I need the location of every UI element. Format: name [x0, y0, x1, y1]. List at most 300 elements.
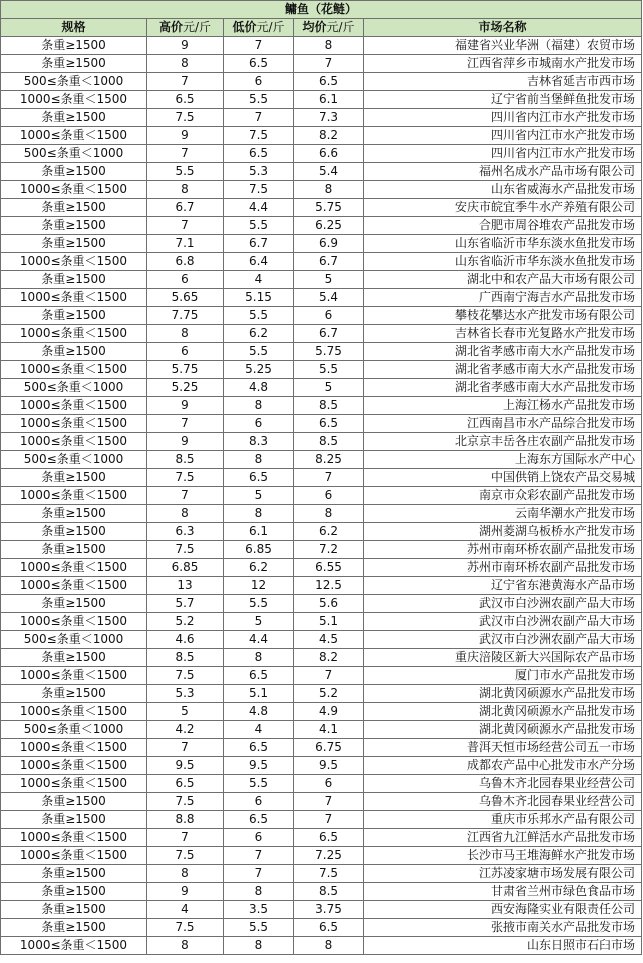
table-row	[1, 685, 642, 703]
table-row	[1, 487, 642, 505]
table-row	[1, 361, 642, 379]
cell-market: 武汉市白沙洲农副产品大市场	[364, 631, 642, 649]
cell-high: 6.5	[147, 91, 224, 109]
cell-spec: 条重≥1500	[1, 469, 147, 487]
cell-market: 武汉市白沙洲农副产品大市场	[364, 595, 642, 613]
table-row	[1, 145, 642, 163]
header-low	[224, 19, 294, 37]
header-high-label: 高价	[158, 20, 183, 34]
cell-low: 5	[224, 613, 294, 631]
cell-spec: 1000≤条重＜1500	[1, 757, 147, 775]
cell-low: 5.5	[224, 91, 294, 109]
cell-spec: 条重≥1500	[1, 793, 147, 811]
cell-market: 乌鲁木齐北园春果业经营公司	[364, 775, 642, 793]
cell-market: 上海东方国际水产中心	[364, 451, 642, 469]
table-row	[1, 865, 642, 883]
cell-high: 6.5	[147, 775, 224, 793]
cell-market: 长沙市马王堆海鲜水产批发市场	[364, 847, 642, 865]
cell-low: 8	[224, 937, 294, 955]
header-avg-label: 均价	[302, 20, 327, 34]
cell-high: 6.8	[147, 253, 224, 271]
table-row	[1, 325, 642, 343]
cell-high: 5.65	[147, 289, 224, 307]
table-row	[1, 793, 642, 811]
cell-spec: 1000≤条重＜1500	[1, 127, 147, 145]
cell-low: 6.7	[224, 235, 294, 253]
cell-spec: 1000≤条重＜1500	[1, 325, 147, 343]
cell-market: 西安海隆实业有限责任公司	[364, 901, 642, 919]
table-row	[1, 883, 642, 901]
table-row	[1, 199, 642, 217]
cell-low: 8	[224, 397, 294, 415]
cell-spec: 条重≥1500	[1, 883, 147, 901]
cell-high: 4	[147, 901, 224, 919]
cell-low: 7	[224, 37, 294, 55]
cell-avg: 7	[294, 55, 364, 73]
cell-market: 江苏凌家塘市场发展有限公司	[364, 865, 642, 883]
cell-low: 5	[224, 487, 294, 505]
table-row	[1, 253, 642, 271]
cell-avg: 7	[294, 793, 364, 811]
cell-avg: 8	[294, 181, 364, 199]
cell-high: 13	[147, 577, 224, 595]
cell-low: 7	[224, 109, 294, 127]
cell-market: 湖北省孝感市南大水产品批发市场	[364, 361, 642, 379]
cell-market: 合肥市周谷堆农产品批发市场	[364, 217, 642, 235]
header-high-unit: 元/斤	[182, 20, 212, 34]
table-row	[1, 307, 642, 325]
cell-avg: 7.2	[294, 541, 364, 559]
cell-market: 四川省内江市水产批发市场	[364, 127, 642, 145]
table-row	[1, 541, 642, 559]
cell-avg: 8	[294, 937, 364, 955]
cell-spec: 1000≤条重＜1500	[1, 487, 147, 505]
cell-avg: 8.5	[294, 397, 364, 415]
cell-market: 辽宁省东港黄海水产品市场	[364, 577, 642, 595]
cell-spec: 500≤条重＜1000	[1, 721, 147, 739]
table-row	[1, 235, 642, 253]
cell-spec: 条重≥1500	[1, 343, 147, 361]
cell-spec: 500≤条重＜1000	[1, 631, 147, 649]
cell-high: 9	[147, 37, 224, 55]
cell-market: 厦门市水产品批发市场	[364, 667, 642, 685]
cell-spec: 1000≤条重＜1500	[1, 937, 147, 955]
cell-avg: 6.9	[294, 235, 364, 253]
cell-high: 5.75	[147, 361, 224, 379]
table-row	[1, 595, 642, 613]
cell-low: 5.5	[224, 595, 294, 613]
table-row	[1, 289, 642, 307]
cell-spec: 1000≤条重＜1500	[1, 289, 147, 307]
cell-low: 6.5	[224, 145, 294, 163]
table-row	[1, 847, 642, 865]
cell-market: 云南华潮水产批发市场	[364, 505, 642, 523]
cell-market: 四川省内江市水产批发市场	[364, 145, 642, 163]
cell-high: 6.3	[147, 523, 224, 541]
cell-high: 8.5	[147, 451, 224, 469]
header-low-label: 低价	[232, 20, 257, 34]
cell-low: 6.5	[224, 739, 294, 757]
cell-high: 7	[147, 73, 224, 91]
cell-low: 4.4	[224, 631, 294, 649]
cell-high: 7.5	[147, 847, 224, 865]
cell-avg: 7.5	[294, 865, 364, 883]
table-row	[1, 667, 642, 685]
cell-market: 湖北黄冈硕源水产品批发市场	[364, 721, 642, 739]
table-row	[1, 901, 642, 919]
cell-avg: 5.4	[294, 163, 364, 181]
cell-spec: 条重≥1500	[1, 523, 147, 541]
cell-high: 8.5	[147, 649, 224, 667]
cell-spec: 条重≥1500	[1, 505, 147, 523]
cell-market: 湖北省孝感市南大水产品批发市场	[364, 343, 642, 361]
cell-low: 5.5	[224, 307, 294, 325]
cell-high: 7	[147, 487, 224, 505]
cell-market: 重庆市乐邦水产品有限公司	[364, 811, 642, 829]
cell-spec: 1000≤条重＜1500	[1, 361, 147, 379]
cell-low: 8	[224, 883, 294, 901]
cell-low: 8	[224, 505, 294, 523]
cell-market: 吉林省延吉市西市场	[364, 73, 642, 91]
cell-avg: 9.5	[294, 757, 364, 775]
cell-avg: 6.5	[294, 73, 364, 91]
cell-high: 7.75	[147, 307, 224, 325]
cell-market: 苏州市南环桥农副产品批发市场	[364, 559, 642, 577]
cell-high: 7.5	[147, 793, 224, 811]
table-row	[1, 469, 642, 487]
cell-avg: 6.55	[294, 559, 364, 577]
cell-avg: 6.6	[294, 145, 364, 163]
cell-low: 6	[224, 415, 294, 433]
table-row	[1, 55, 642, 73]
table-row	[1, 397, 642, 415]
cell-spec: 1000≤条重＜1500	[1, 847, 147, 865]
cell-avg: 6.5	[294, 919, 364, 937]
table-row	[1, 271, 642, 289]
cell-spec: 条重≥1500	[1, 37, 147, 55]
cell-low: 6.85	[224, 541, 294, 559]
cell-low: 4.4	[224, 199, 294, 217]
cell-market: 四川省内江市水产批发市场	[364, 109, 642, 127]
cell-market: 江西省九江鲜活水产品批发市场	[364, 829, 642, 847]
cell-avg: 5.2	[294, 685, 364, 703]
cell-avg: 5.6	[294, 595, 364, 613]
cell-avg: 4.9	[294, 703, 364, 721]
cell-high: 8	[147, 325, 224, 343]
cell-spec: 条重≥1500	[1, 109, 147, 127]
cell-high: 5.2	[147, 613, 224, 631]
cell-avg: 5.1	[294, 613, 364, 631]
cell-avg: 6.1	[294, 91, 364, 109]
header-high	[147, 19, 224, 37]
cell-avg: 3.75	[294, 901, 364, 919]
cell-spec: 1000≤条重＜1500	[1, 829, 147, 847]
cell-market: 攀枝花攀达水产批发市场有限公司	[364, 307, 642, 325]
cell-avg: 8.2	[294, 649, 364, 667]
cell-low: 5.5	[224, 217, 294, 235]
cell-avg: 6.5	[294, 829, 364, 847]
cell-low: 4.8	[224, 703, 294, 721]
cell-spec: 500≤条重＜1000	[1, 73, 147, 91]
cell-low: 6.5	[224, 667, 294, 685]
cell-avg: 4.5	[294, 631, 364, 649]
cell-low: 12	[224, 577, 294, 595]
table-row	[1, 37, 642, 55]
cell-low: 7	[224, 847, 294, 865]
cell-low: 8	[224, 649, 294, 667]
cell-avg: 8.5	[294, 883, 364, 901]
cell-low: 9.5	[224, 757, 294, 775]
cell-market: 吉林省长春市光复路水产批发市场	[364, 325, 642, 343]
cell-high: 7	[147, 217, 224, 235]
table-row	[1, 811, 642, 829]
cell-spec: 条重≥1500	[1, 901, 147, 919]
cell-high: 5.5	[147, 163, 224, 181]
cell-spec: 1000≤条重＜1500	[1, 775, 147, 793]
cell-spec: 500≤条重＜1000	[1, 145, 147, 163]
cell-spec: 条重≥1500	[1, 595, 147, 613]
table-row	[1, 703, 642, 721]
cell-market: 普洱天恒市场经营公司五一市场	[364, 739, 642, 757]
cell-market: 甘肃省兰州市绿色食品市场	[364, 883, 642, 901]
cell-market: 成都农产品中心批发市水产分场	[364, 757, 642, 775]
cell-high: 4.6	[147, 631, 224, 649]
cell-avg: 6.75	[294, 739, 364, 757]
cell-market: 南京市众彩农副产品批发市场	[364, 487, 642, 505]
cell-low: 5.15	[224, 289, 294, 307]
cell-spec: 条重≥1500	[1, 811, 147, 829]
table-row	[1, 919, 642, 937]
table-row	[1, 91, 642, 109]
header-market: 市场名称	[364, 19, 642, 37]
cell-high: 5	[147, 703, 224, 721]
table-row	[1, 433, 642, 451]
cell-avg: 6.7	[294, 325, 364, 343]
cell-spec: 1000≤条重＜1500	[1, 91, 147, 109]
cell-low: 5.1	[224, 685, 294, 703]
cell-avg: 5.75	[294, 199, 364, 217]
cell-market: 湖州菱湖乌板桥水产批发市场	[364, 523, 642, 541]
cell-high: 8	[147, 55, 224, 73]
cell-low: 7	[224, 865, 294, 883]
cell-spec: 条重≥1500	[1, 163, 147, 181]
cell-avg: 6	[294, 775, 364, 793]
cell-spec: 条重≥1500	[1, 271, 147, 289]
cell-high: 7.5	[147, 469, 224, 487]
cell-market: 福州名成水产品市场有限公司	[364, 163, 642, 181]
table-row	[1, 829, 642, 847]
cell-spec: 条重≥1500	[1, 541, 147, 559]
cell-spec: 条重≥1500	[1, 199, 147, 217]
table-row	[1, 739, 642, 757]
cell-avg: 6.2	[294, 523, 364, 541]
cell-spec: 1000≤条重＜1500	[1, 559, 147, 577]
cell-low: 6	[224, 793, 294, 811]
cell-avg: 5.5	[294, 361, 364, 379]
cell-high: 7.5	[147, 541, 224, 559]
cell-high: 9	[147, 127, 224, 145]
cell-high: 6	[147, 271, 224, 289]
cell-avg: 5	[294, 271, 364, 289]
cell-low: 5.3	[224, 163, 294, 181]
cell-low: 5.5	[224, 919, 294, 937]
cell-market: 乌鲁木齐北园春果业经营公司	[364, 793, 642, 811]
cell-low: 6	[224, 73, 294, 91]
cell-avg: 7	[294, 469, 364, 487]
cell-low: 8	[224, 451, 294, 469]
header-spec: 规格	[1, 19, 147, 37]
cell-spec: 1000≤条重＜1500	[1, 667, 147, 685]
header-low-unit: 元/斤	[256, 20, 285, 34]
cell-high: 9.5	[147, 757, 224, 775]
cell-high: 7.5	[147, 109, 224, 127]
cell-avg: 6.5	[294, 415, 364, 433]
cell-avg: 6.25	[294, 217, 364, 235]
cell-market: 山东省临沂市华东淡水鱼批发市场	[364, 235, 642, 253]
table-row	[1, 451, 642, 469]
table-row	[1, 649, 642, 667]
cell-market: 苏州市南环桥农副产品批发市场	[364, 541, 642, 559]
cell-spec: 条重≥1500	[1, 217, 147, 235]
cell-market: 湖北黄冈硕源水产品批发市场	[364, 685, 642, 703]
table-row	[1, 613, 642, 631]
cell-high: 9	[147, 397, 224, 415]
cell-high: 9	[147, 433, 224, 451]
cell-avg: 8.25	[294, 451, 364, 469]
cell-low: 6.5	[224, 469, 294, 487]
cell-spec: 500≤条重＜1000	[1, 379, 147, 397]
table-row	[1, 217, 642, 235]
cell-market: 湖北黄冈硕源水产品批发市场	[364, 703, 642, 721]
cell-market: 江西南昌市水产品综合批发市场	[364, 415, 642, 433]
cell-low: 6.2	[224, 325, 294, 343]
table-row	[1, 559, 642, 577]
cell-low: 5.5	[224, 775, 294, 793]
cell-high: 8	[147, 181, 224, 199]
header-row	[1, 19, 642, 37]
cell-market: 江西省萍乡市城南水产批发市场	[364, 55, 642, 73]
table-row	[1, 721, 642, 739]
cell-low: 3.5	[224, 901, 294, 919]
table-row	[1, 505, 642, 523]
cell-spec: 条重≥1500	[1, 865, 147, 883]
cell-avg: 12.5	[294, 577, 364, 595]
cell-high: 6.7	[147, 199, 224, 217]
cell-high: 8	[147, 937, 224, 955]
cell-high: 7	[147, 145, 224, 163]
cell-spec: 条重≥1500	[1, 55, 147, 73]
cell-avg: 7.3	[294, 109, 364, 127]
cell-spec: 条重≥1500	[1, 649, 147, 667]
cell-avg: 7.25	[294, 847, 364, 865]
cell-low: 7.5	[224, 181, 294, 199]
cell-market: 辽宁省前当堡鲜鱼批发市场	[364, 91, 642, 109]
cell-market: 湖北省孝感市南大水产品批发市场	[364, 379, 642, 397]
cell-spec: 1000≤条重＜1500	[1, 415, 147, 433]
cell-avg: 5.75	[294, 343, 364, 361]
cell-market: 湖北中和农产品大市场有限公司	[364, 271, 642, 289]
table-row	[1, 775, 642, 793]
cell-spec: 1000≤条重＜1500	[1, 397, 147, 415]
cell-high: 7.1	[147, 235, 224, 253]
cell-avg: 7	[294, 667, 364, 685]
table-row	[1, 379, 642, 397]
table-row	[1, 757, 642, 775]
cell-high: 8	[147, 505, 224, 523]
cell-spec: 1000≤条重＜1500	[1, 613, 147, 631]
cell-market: 山东省威海水产品批发市场	[364, 181, 642, 199]
cell-high: 7	[147, 829, 224, 847]
header-avg	[294, 19, 364, 37]
cell-high: 8.8	[147, 811, 224, 829]
cell-avg: 5	[294, 379, 364, 397]
cell-low: 5.5	[224, 343, 294, 361]
table-row	[1, 523, 642, 541]
cell-high: 9	[147, 883, 224, 901]
cell-spec: 1000≤条重＜1500	[1, 739, 147, 757]
cell-high: 7.5	[147, 919, 224, 937]
cell-market: 重庆涪陵区新大兴国际农产品市场	[364, 649, 642, 667]
header-avg-unit: 元/斤	[326, 20, 355, 34]
cell-avg: 6	[294, 307, 364, 325]
cell-high: 7.5	[147, 667, 224, 685]
table-title: 鳙鱼（花鲢）	[1, 1, 642, 19]
cell-market: 武汉市白沙洲农副产品大市场	[364, 613, 642, 631]
cell-spec: 500≤条重＜1000	[1, 451, 147, 469]
cell-high: 7	[147, 415, 224, 433]
cell-market: 安庆市皖宜季牛水产养殖有限公司	[364, 199, 642, 217]
cell-low: 6.5	[224, 55, 294, 73]
cell-high: 6.85	[147, 559, 224, 577]
table-row	[1, 631, 642, 649]
cell-market: 山东省临沂市华东淡水鱼批发市场	[364, 253, 642, 271]
cell-high: 5.3	[147, 685, 224, 703]
cell-low: 4.8	[224, 379, 294, 397]
cell-low: 6.1	[224, 523, 294, 541]
table-row	[1, 109, 642, 127]
table-row	[1, 163, 642, 181]
cell-spec: 1000≤条重＜1500	[1, 703, 147, 721]
cell-spec: 条重≥1500	[1, 235, 147, 253]
cell-spec: 1000≤条重＜1500	[1, 433, 147, 451]
cell-high: 5.7	[147, 595, 224, 613]
table-row	[1, 937, 642, 955]
table-row	[1, 73, 642, 91]
cell-avg: 8.2	[294, 127, 364, 145]
table-row	[1, 343, 642, 361]
cell-market: 中国供销上饶农产品交易城	[364, 469, 642, 487]
cell-market: 张掖市南关水产品批发市场	[364, 919, 642, 937]
cell-spec: 条重≥1500	[1, 307, 147, 325]
table-row	[1, 127, 642, 145]
cell-avg: 5.4	[294, 289, 364, 307]
cell-avg: 6	[294, 487, 364, 505]
cell-low: 4	[224, 271, 294, 289]
cell-high: 8	[147, 865, 224, 883]
cell-avg: 8.5	[294, 433, 364, 451]
cell-spec: 条重≥1500	[1, 685, 147, 703]
cell-high: 6	[147, 343, 224, 361]
cell-high: 4.2	[147, 721, 224, 739]
cell-market: 北京京丰岳各庄农副产品批发市场	[364, 433, 642, 451]
cell-low: 6	[224, 829, 294, 847]
cell-avg: 8	[294, 37, 364, 55]
cell-low: 8.3	[224, 433, 294, 451]
table-row	[1, 181, 642, 199]
cell-spec: 1000≤条重＜1500	[1, 253, 147, 271]
cell-low: 5.25	[224, 361, 294, 379]
cell-avg: 7	[294, 811, 364, 829]
